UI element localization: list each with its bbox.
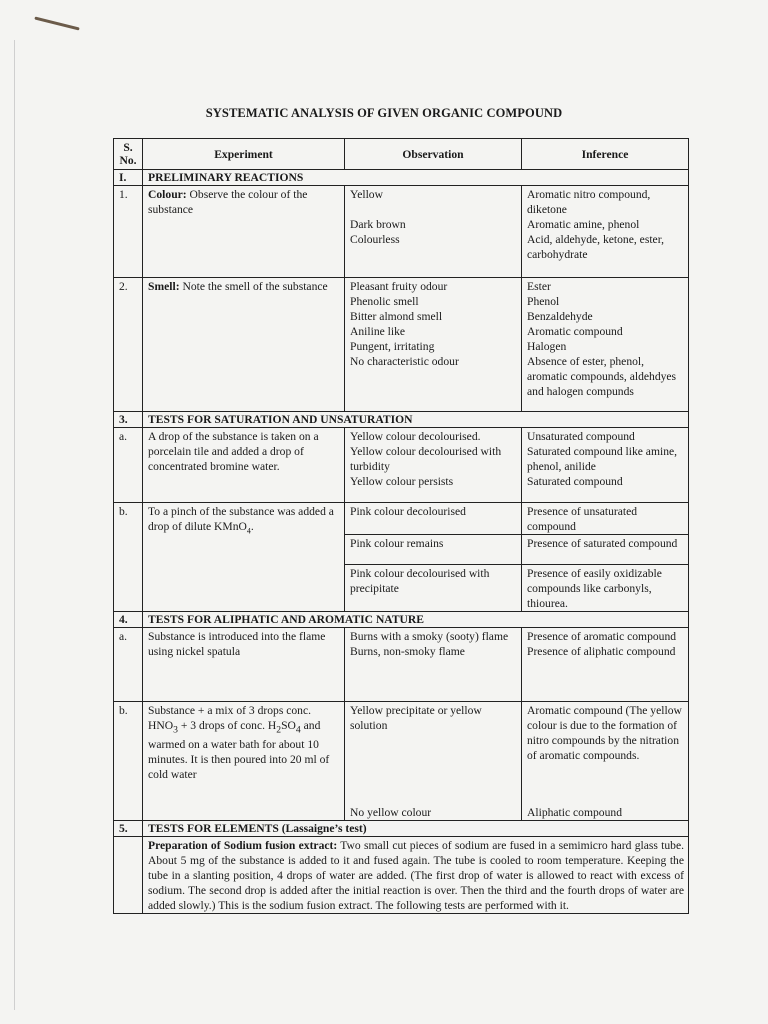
section-title: TESTS FOR ALIPHATIC AND AROMATIC NATURE	[143, 612, 689, 628]
section-row-aromatic	[114, 612, 689, 628]
header-experiment: Experiment	[143, 139, 345, 170]
inference-item: Ester	[527, 280, 551, 293]
experiment-text: and warmed on a water bath for about 10 minutes. It is then poured into 20 ml of cold water	[148, 719, 330, 782]
experiment-keyword: Smell:	[148, 280, 180, 293]
experiment-text-end: .	[250, 520, 254, 533]
page-edge	[14, 40, 15, 1010]
section-row-preliminary	[114, 170, 689, 186]
section-title: TESTS FOR SATURATION AND UNSATURATION	[143, 412, 689, 428]
observation-item: Yellow colour decolourised with turbidity	[350, 445, 502, 473]
observation-item: No yellow colour	[350, 806, 432, 819]
experiment-cell: A drop of the substance is taken on a porcelain tile and added a drop of concentrated bromine water.	[143, 428, 345, 503]
experiment-cell	[143, 278, 345, 412]
observation-item: Burns with a smoky (sooty) flame	[350, 630, 509, 643]
experiment-text: + 3 drops of conc. H	[177, 719, 277, 732]
inference-item: Aliphatic compound	[527, 806, 622, 819]
subscript: 4	[295, 724, 301, 736]
subscript: 3	[173, 724, 178, 736]
page-title: SYSTEMATIC ANALYSIS OF GIVEN ORGANIC COMPOUND	[205, 106, 563, 120]
inference-item: Aromatic nitro compound, diketone	[527, 188, 651, 216]
experiment-cell	[143, 702, 345, 821]
section-title: TESTS FOR ELEMENTS (Lassaigne’s test)	[143, 821, 689, 837]
observation-cell: Pink colour decolourised	[345, 503, 522, 535]
inference-item: Saturated compound like amine, phenol, anilide	[527, 445, 678, 473]
observation-cell: Pink colour remains	[345, 535, 522, 565]
row-number: b.	[114, 702, 143, 821]
formula-h2so4: SO	[281, 719, 296, 732]
observation-item: Yellow colour decolourised.	[350, 430, 481, 443]
inference-item: Aromatic compound (The yellow colour is due to the formation of nitro compounds by the nitration of aromatic compounds.	[527, 704, 682, 762]
observation-item: Yellow precipitate or yellow solution	[350, 704, 482, 732]
observation-cell	[345, 428, 522, 503]
inference-item: Presence of aliphatic compound	[527, 645, 676, 658]
observation-cell	[345, 628, 522, 702]
inference-cell	[522, 628, 689, 702]
inference-item: Benzaldehyde	[527, 310, 593, 323]
observation-item: Pleasant fruity odour	[350, 280, 448, 293]
inference-item: Unsaturated compound	[527, 430, 635, 443]
header-sno: S. No.	[114, 139, 143, 170]
inference-item: Acid, aldehyde, ketone, ester, carbohydrate	[527, 233, 664, 261]
row-number: a.	[114, 628, 143, 702]
inference-item: Presence of aromatic compound	[527, 630, 677, 643]
table-row-nitration	[114, 702, 689, 821]
inference-cell: Presence of unsaturated compound	[522, 503, 689, 535]
inference-item: Halogen	[527, 340, 567, 353]
paragraph-text: Two small cut pieces of sodium are fused in a semimicro hard glass tube. About 5 mg of the substance is added to it and fused again. The tube is cooled to room temperature. Keeping the tube in a slanting position, 4 drops of water are added. (The first drop of water is allowed to react with excess of sodium. The second drop is added after the initial reaction is over. Then the third and the fourth drops of water are added slowly.) This is the sodium fusion extract. The following tests are performed with it.	[148, 839, 684, 912]
section-number: 5.	[114, 821, 143, 837]
row-number: b.	[114, 503, 143, 612]
experiment-text: Observe the colour of the substance	[148, 188, 308, 216]
table-header-row	[114, 139, 689, 170]
subscript: 4	[246, 526, 251, 536]
header-inference: Inference	[522, 139, 689, 170]
row-number: a.	[114, 428, 143, 503]
section-row-elements	[114, 821, 689, 837]
experiment-cell	[143, 186, 345, 278]
experiment-text: Substance + a mix of 3 drops conc.	[148, 704, 312, 717]
table-row-kmno4	[114, 503, 689, 535]
inference-cell: Presence of saturated compound	[522, 535, 689, 565]
pen-mark	[34, 16, 79, 30]
observation-item: Aniline like	[350, 325, 406, 338]
observation-cell: Pink colour decolourised with precipitate	[345, 565, 522, 612]
observation-item: Pungent, irritating	[350, 340, 435, 353]
inference-cell	[522, 702, 689, 821]
section-title: PRELIMINARY REACTIONS	[143, 170, 689, 186]
inference-item: Aromatic compound	[527, 325, 623, 338]
paragraph-heading: Preparation of Sodium fusion extract:	[148, 839, 338, 852]
formula-hno3: HNO	[148, 719, 174, 732]
section-number: 4.	[114, 612, 143, 628]
observation-item: Phenolic smell	[350, 295, 419, 308]
row-number: 2.	[114, 278, 143, 412]
table-row-fusion-extract	[114, 837, 689, 914]
observation-cell	[345, 186, 522, 278]
inference-cell: Presence of easily oxidizable compounds like carbonyls, thiourea.	[522, 565, 689, 612]
observation-item: Yellow	[350, 188, 383, 201]
inference-item: Saturated compound	[527, 475, 623, 488]
table-row-smell	[114, 278, 689, 412]
observation-cell	[345, 278, 522, 412]
row-number: 1.	[114, 186, 143, 278]
observation-item: Burns, non-smoky flame	[350, 645, 465, 658]
observation-item: Dark brown	[350, 218, 406, 231]
subscript: 2	[276, 724, 282, 736]
inference-cell	[522, 428, 689, 503]
inference-cell	[522, 186, 689, 278]
observation-item: Yellow colour persists	[350, 475, 454, 488]
observation-item: No characteristic odour	[350, 355, 459, 368]
table-row-colour	[114, 186, 689, 278]
row-number	[114, 837, 143, 914]
experiment-cell: Substance is introduced into the flame using nickel spatula	[143, 628, 345, 702]
section-number: I.	[114, 170, 143, 186]
header-observation: Observation	[345, 139, 522, 170]
inference-item: Phenol	[527, 295, 560, 308]
experiment-cell	[143, 503, 345, 612]
inference-item: Absence of ester, phenol, aromatic compounds, aldehdyes and halogen compunds	[527, 355, 677, 398]
experiment-keyword: Colour:	[148, 188, 187, 201]
inference-cell	[522, 278, 689, 412]
analysis-table	[113, 138, 689, 914]
inference-item: Aromatic amine, phenol	[527, 218, 640, 231]
section-number: 3.	[114, 412, 143, 428]
table-row-flame	[114, 628, 689, 702]
experiment-text: Note the smell of the substance	[179, 280, 328, 293]
experiment-text: To a pinch of the substance was added a drop of dilute KMnO	[148, 505, 334, 533]
section-row-saturation	[114, 412, 689, 428]
observation-item: Bitter almond smell	[350, 310, 443, 323]
observation-item: Colourless	[350, 233, 400, 246]
observation-cell	[345, 702, 522, 821]
table-row-bromine	[114, 428, 689, 503]
paragraph-cell	[143, 837, 689, 914]
